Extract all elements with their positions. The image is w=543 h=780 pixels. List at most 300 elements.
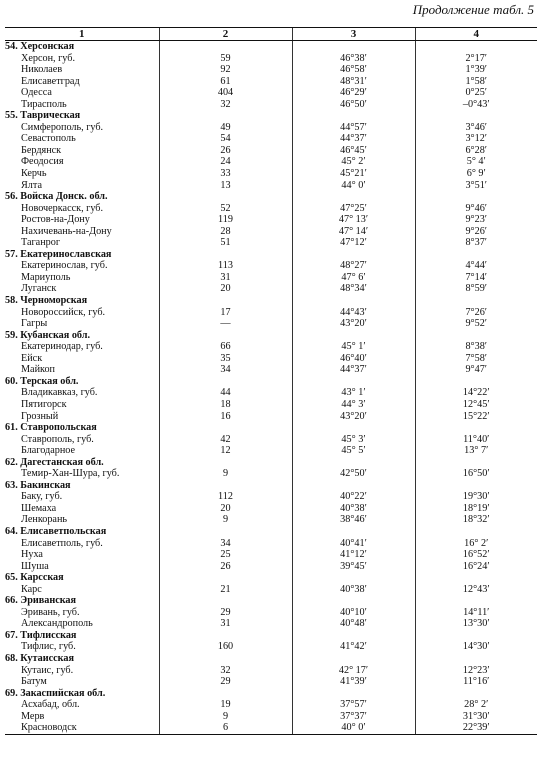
table-row: [5, 676, 537, 688]
population-cell: 66: [159, 341, 292, 353]
population-cell: 32: [159, 99, 292, 111]
latitude-cell: 46°40′: [292, 353, 415, 365]
section-row: [5, 688, 537, 700]
population-cell: 9: [159, 468, 292, 480]
population-cell: 24: [159, 156, 292, 168]
population-cell: 26: [159, 145, 292, 157]
region-name: 68. Кутаисская: [5, 652, 74, 664]
population-cell: 92: [159, 64, 292, 76]
population-cell: [159, 41, 292, 53]
table-row: [5, 549, 537, 561]
population-cell: [159, 330, 292, 342]
city-name: Екатеринослав, губ.: [21, 260, 108, 272]
longitude-cell: 11°16′: [415, 676, 537, 688]
population-cell: 16: [159, 411, 292, 423]
longitude-cell: 0°25′: [415, 87, 537, 99]
latitude-cell: 48°34′: [292, 283, 415, 295]
longitude-cell: 8°37′: [415, 237, 537, 249]
longitude-cell: 4°44′: [415, 260, 537, 272]
population-cell: 51: [159, 237, 292, 249]
longitude-cell: 22°39′: [415, 722, 537, 734]
region-name: 63. Бакинская: [5, 479, 71, 491]
longitude-cell: 1°39′: [415, 64, 537, 76]
longitude-cell: [415, 595, 537, 607]
population-cell: 404: [159, 87, 292, 99]
city-name: Новороссийск, губ.: [21, 306, 106, 318]
section-row: [5, 480, 537, 492]
population-cell: 26: [159, 561, 292, 573]
longitude-cell: 31°30′: [415, 711, 537, 723]
latitude-cell: 41°39′: [292, 676, 415, 688]
population-cell: 29: [159, 676, 292, 688]
latitude-cell: [292, 572, 415, 584]
longitude-cell: –0°43′: [415, 99, 537, 111]
city-name: Кутаис, губ.: [21, 664, 74, 676]
table-row: [5, 76, 537, 88]
population-cell: 31: [159, 618, 292, 630]
population-cell: 34: [159, 364, 292, 376]
city-name: Феодосия: [21, 156, 64, 168]
latitude-cell: 44°37′: [292, 133, 415, 145]
longitude-cell: 6°28′: [415, 145, 537, 157]
section-row: [5, 630, 537, 642]
latitude-cell: 48°27′: [292, 260, 415, 272]
table-row: [5, 503, 537, 515]
latitude-cell: 45° 3′: [292, 434, 415, 446]
population-cell: [159, 295, 292, 307]
latitude-cell: [292, 653, 415, 665]
latitude-cell: 37°37′: [292, 711, 415, 723]
population-cell: 42: [159, 434, 292, 446]
table-row: [5, 145, 537, 157]
latitude-cell: [292, 295, 415, 307]
region-name: 66. Эриванская: [5, 595, 77, 607]
longitude-cell: 2°17′: [415, 53, 537, 65]
table-row: [5, 122, 537, 134]
city-name: Ейск: [21, 352, 43, 364]
column-header: 2: [159, 28, 292, 41]
city-name: Ленкорань: [21, 514, 68, 526]
table-row: [5, 364, 537, 376]
section-row: [5, 376, 537, 388]
region-name: 56. Войска Донск. обл.: [5, 191, 108, 203]
table-row: [5, 538, 537, 550]
section-row: [5, 295, 537, 307]
section-row: [5, 191, 537, 203]
longitude-cell: 13° 7′: [415, 445, 537, 457]
population-cell: 32: [159, 665, 292, 677]
table-row: [5, 468, 537, 480]
table-row: [5, 272, 537, 284]
table-row: [5, 180, 537, 192]
city-name: Елисаветград: [21, 75, 80, 87]
longitude-cell: [415, 480, 537, 492]
latitude-cell: [292, 480, 415, 492]
city-name: Нуха: [21, 549, 43, 561]
population-cell: 34: [159, 538, 292, 550]
latitude-cell: 47°12′: [292, 237, 415, 249]
latitude-cell: 46°29′: [292, 87, 415, 99]
latitude-cell: 45° 2′: [292, 156, 415, 168]
section-row: [5, 457, 537, 469]
longitude-cell: 16°52′: [415, 549, 537, 561]
population-cell: 31: [159, 272, 292, 284]
city-name: Керчь: [21, 168, 47, 180]
longitude-cell: 7°58′: [415, 353, 537, 365]
city-name: Асхабад, обл.: [21, 699, 80, 711]
city-name: Одесса: [21, 87, 52, 99]
population-cell: 119: [159, 214, 292, 226]
longitude-cell: 8°59′: [415, 283, 537, 295]
longitude-cell: [415, 630, 537, 642]
latitude-cell: 43° 1′: [292, 387, 415, 399]
latitude-cell: [292, 330, 415, 342]
longitude-cell: 7°26′: [415, 307, 537, 319]
population-cell: [159, 110, 292, 122]
longitude-cell: 9°46′: [415, 203, 537, 215]
longitude-cell: 28° 2′: [415, 699, 537, 711]
table-row: [5, 133, 537, 145]
region-name: 59. Кубанская обл.: [5, 329, 91, 341]
population-cell: 61: [159, 76, 292, 88]
region-name: 69. Закаспийская обл.: [5, 687, 106, 699]
city-name: Херсон, губ.: [21, 52, 76, 64]
latitude-cell: 40°41′: [292, 538, 415, 550]
column-header: 1: [5, 28, 159, 41]
longitude-cell: 14°22′: [415, 387, 537, 399]
city-name: Мариуполь: [21, 271, 71, 283]
table-row: [5, 561, 537, 573]
city-name: Владикавказ, губ.: [21, 387, 98, 399]
latitude-cell: 42° 17′: [292, 665, 415, 677]
population-cell: [159, 422, 292, 434]
latitude-cell: 37°57′: [292, 699, 415, 711]
table-row: [5, 203, 537, 215]
longitude-cell: 14°30′: [415, 641, 537, 653]
longitude-cell: 3°46′: [415, 122, 537, 134]
latitude-cell: 43°20′: [292, 411, 415, 423]
longitude-cell: 1°58′: [415, 76, 537, 88]
latitude-cell: [292, 191, 415, 203]
longitude-cell: 13°30′: [415, 618, 537, 630]
latitude-cell: 40°10′: [292, 607, 415, 619]
region-name: 57. Екатеринославская: [5, 248, 112, 260]
section-row: [5, 653, 537, 665]
latitude-cell: 43°20′: [292, 318, 415, 330]
section-row: [5, 249, 537, 261]
table-row: [5, 399, 537, 411]
city-name: Карс: [21, 583, 42, 595]
table-row: [5, 87, 537, 99]
region-name: 60. Терская обл.: [5, 375, 79, 387]
table-row: [5, 226, 537, 238]
latitude-cell: [292, 595, 415, 607]
table-row: [5, 64, 537, 76]
table-row: [5, 445, 537, 457]
longitude-cell: [415, 41, 537, 53]
region-name: 58. Черноморская: [5, 295, 88, 307]
latitude-cell: [292, 249, 415, 261]
latitude-cell: 47° 14′: [292, 226, 415, 238]
city-name: Таганрог: [21, 237, 61, 249]
column-header: 4: [415, 28, 537, 41]
city-name: Пятигорск: [21, 398, 67, 410]
longitude-cell: 9°47′: [415, 364, 537, 376]
population-cell: [159, 688, 292, 700]
latitude-cell: [292, 526, 415, 538]
population-cell: 59: [159, 53, 292, 65]
longitude-cell: 3°12′: [415, 133, 537, 145]
section-row: [5, 422, 537, 434]
city-name: Ростов-на-Дону: [21, 214, 90, 226]
table-row: [5, 168, 537, 180]
latitude-cell: 41°42′: [292, 641, 415, 653]
latitude-cell: 44°57′: [292, 122, 415, 134]
population-cell: 12: [159, 445, 292, 457]
city-name: Гагры: [21, 318, 48, 330]
city-name: Луганск: [21, 283, 57, 295]
city-name: Баку, губ.: [21, 491, 63, 503]
column-header: 3: [292, 28, 415, 41]
table-row: [5, 307, 537, 319]
table-row: [5, 283, 537, 295]
longitude-cell: [415, 295, 537, 307]
population-cell: 9: [159, 514, 292, 526]
city-name: Грозный: [21, 410, 59, 422]
city-name: Шуша: [21, 560, 49, 572]
longitude-cell: 5° 4′: [415, 156, 537, 168]
longitude-cell: [415, 572, 537, 584]
latitude-cell: 46°38′: [292, 53, 415, 65]
longitude-cell: [415, 330, 537, 342]
table-row: [5, 156, 537, 168]
latitude-cell: [292, 688, 415, 700]
table-row: [5, 434, 537, 446]
longitude-cell: 12°23′: [415, 665, 537, 677]
table-row: [5, 411, 537, 423]
population-cell: 52: [159, 203, 292, 215]
table-row: [5, 387, 537, 399]
population-cell: 9: [159, 711, 292, 723]
region-name: 67. Тифлисская: [5, 629, 77, 641]
region-name: 64. Елисаветпольская: [5, 525, 107, 537]
population-cell: 17: [159, 307, 292, 319]
population-cell: 160: [159, 641, 292, 653]
section-row: [5, 330, 537, 342]
latitude-cell: 38°46′: [292, 514, 415, 526]
latitude-cell: 45°21′: [292, 168, 415, 180]
longitude-cell: 12°43′: [415, 584, 537, 596]
city-name: Тирасполь: [21, 98, 67, 110]
city-name: Тифлис, губ.: [21, 641, 76, 653]
table-row: [5, 618, 537, 630]
data-table: [5, 27, 537, 735]
section-row: [5, 595, 537, 607]
longitude-cell: 16°50′: [415, 468, 537, 480]
city-name: Александрополь: [21, 618, 93, 630]
population-cell: 21: [159, 584, 292, 596]
latitude-cell: 40°38′: [292, 584, 415, 596]
section-row: [5, 110, 537, 122]
latitude-cell: [292, 457, 415, 469]
table-row: [5, 353, 537, 365]
longitude-cell: 19°30′: [415, 491, 537, 503]
table-row: [5, 260, 537, 272]
latitude-cell: 42°50′: [292, 468, 415, 480]
longitude-cell: 9°52′: [415, 318, 537, 330]
latitude-cell: 47°25′: [292, 203, 415, 215]
latitude-cell: 40°22′: [292, 491, 415, 503]
longitude-cell: 11°40′: [415, 434, 537, 446]
population-cell: 28: [159, 226, 292, 238]
longitude-cell: [415, 110, 537, 122]
latitude-cell: 40°38′: [292, 503, 415, 515]
city-name: Новочеркасск, губ.: [21, 202, 104, 214]
latitude-cell: 39°45′: [292, 561, 415, 573]
population-cell: 18: [159, 399, 292, 411]
longitude-cell: 16°24′: [415, 561, 537, 573]
population-cell: [159, 376, 292, 388]
latitude-cell: 41°12′: [292, 549, 415, 561]
table-row: [5, 237, 537, 249]
section-row: [5, 526, 537, 538]
table-row: [5, 584, 537, 596]
latitude-cell: [292, 41, 415, 53]
city-name: Николаев: [21, 64, 63, 76]
city-name: Екатеринодар, губ.: [21, 341, 103, 353]
longitude-cell: 6° 9′: [415, 168, 537, 180]
latitude-cell: 45° 5′: [292, 445, 415, 457]
latitude-cell: 46°58′: [292, 64, 415, 76]
latitude-cell: 48°31′: [292, 76, 415, 88]
longitude-cell: [415, 653, 537, 665]
city-name: Темир-Хан-Шура, губ.: [21, 468, 120, 480]
latitude-cell: 47° 13′: [292, 214, 415, 226]
population-cell: [159, 595, 292, 607]
table-caption: Продолжение табл. 5: [412, 2, 534, 17]
population-cell: [159, 457, 292, 469]
city-name: Симферополь, губ.: [21, 121, 104, 133]
latitude-cell: [292, 630, 415, 642]
longitude-cell: 18°32′: [415, 514, 537, 526]
region-name: 61. Ставропольская: [5, 422, 97, 434]
table-row: [5, 722, 537, 734]
latitude-cell: 44° 3′: [292, 399, 415, 411]
city-name: Майкоп: [21, 364, 56, 376]
longitude-cell: 14°11′: [415, 607, 537, 619]
region-name: 55. Таврическая: [5, 110, 81, 122]
population-cell: 13: [159, 180, 292, 192]
population-cell: 112: [159, 491, 292, 503]
population-cell: —: [159, 318, 292, 330]
table-row: [5, 491, 537, 503]
table-row: [5, 711, 537, 723]
longitude-cell: [415, 526, 537, 538]
longitude-cell: 3°51′: [415, 180, 537, 192]
latitude-cell: 44° 0′: [292, 180, 415, 192]
population-cell: [159, 191, 292, 203]
table-header-row: [5, 28, 537, 41]
section-row: [5, 572, 537, 584]
longitude-cell: 9°23′: [415, 214, 537, 226]
table-row: [5, 641, 537, 653]
population-cell: [159, 653, 292, 665]
region-name: 62. Дагестанская обл.: [5, 456, 104, 468]
longitude-cell: [415, 191, 537, 203]
city-name: Ставрополь, губ.: [21, 433, 94, 445]
table-row: [5, 214, 537, 226]
longitude-cell: 16° 2′: [415, 538, 537, 550]
city-name: Ялта: [21, 179, 42, 191]
population-cell: [159, 572, 292, 584]
city-name: Благодарное: [21, 445, 76, 457]
longitude-cell: 7°14′: [415, 272, 537, 284]
population-cell: [159, 480, 292, 492]
city-name: Бердянск: [21, 144, 62, 156]
longitude-cell: [415, 688, 537, 700]
latitude-cell: [292, 422, 415, 434]
latitude-cell: 40°48′: [292, 618, 415, 630]
longitude-cell: 15°22′: [415, 411, 537, 423]
population-cell: [159, 526, 292, 538]
city-name: Севастополь: [21, 133, 76, 145]
city-name: Эривань, губ.: [21, 606, 80, 618]
section-row: [5, 41, 537, 53]
population-cell: 49: [159, 122, 292, 134]
city-name: Елисаветполь, губ.: [21, 537, 103, 549]
longitude-cell: 8°38′: [415, 341, 537, 353]
table-row: [5, 53, 537, 65]
latitude-cell: 44°37′: [292, 364, 415, 376]
table-row: [5, 341, 537, 353]
population-cell: 33: [159, 168, 292, 180]
longitude-cell: 18°19′: [415, 503, 537, 515]
city-name: Нахичевань-на-Дону: [21, 225, 112, 237]
table-row: [5, 607, 537, 619]
population-cell: 20: [159, 283, 292, 295]
longitude-cell: [415, 422, 537, 434]
latitude-cell: 45° 1′: [292, 341, 415, 353]
latitude-cell: 47° 6′: [292, 272, 415, 284]
latitude-cell: 40° 0′: [292, 722, 415, 734]
population-cell: 44: [159, 387, 292, 399]
table-row: [5, 665, 537, 677]
region-name: 54. Херсонская: [5, 41, 75, 52]
population-cell: 6: [159, 722, 292, 734]
population-cell: [159, 630, 292, 642]
population-cell: 54: [159, 133, 292, 145]
city-name: Шемаха: [21, 502, 57, 514]
table-row: [5, 699, 537, 711]
population-cell: 20: [159, 503, 292, 515]
population-cell: [159, 249, 292, 261]
region-name: 65. Карсская: [5, 572, 64, 584]
population-cell: 29: [159, 607, 292, 619]
latitude-cell: 44°43′: [292, 307, 415, 319]
population-cell: 113: [159, 260, 292, 272]
table-row: [5, 99, 537, 111]
latitude-cell: 46°50′: [292, 99, 415, 111]
latitude-cell: [292, 376, 415, 388]
longitude-cell: 9°26′: [415, 226, 537, 238]
longitude-cell: [415, 376, 537, 388]
city-name: Мерв: [21, 710, 45, 722]
city-name: Красноводск: [5, 722, 159, 734]
longitude-cell: [415, 457, 537, 469]
table-row: [5, 514, 537, 526]
latitude-cell: 46°45′: [292, 145, 415, 157]
longitude-cell: 12°45′: [415, 399, 537, 411]
